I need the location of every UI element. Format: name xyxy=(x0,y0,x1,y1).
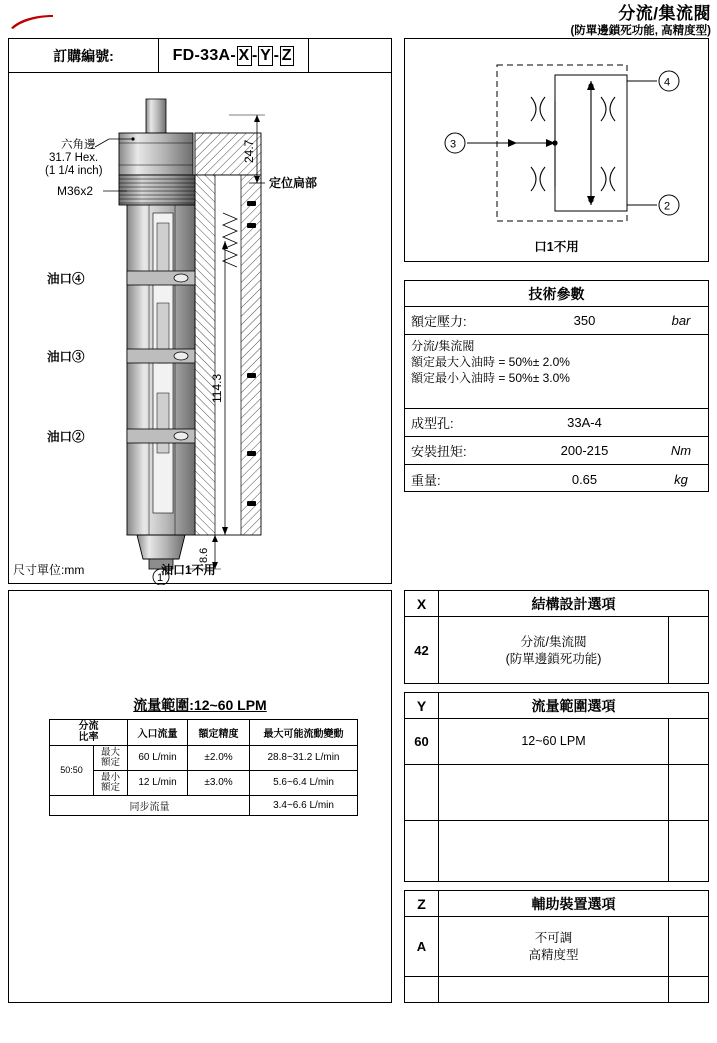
drawing-label-thread: M36x2 xyxy=(57,184,94,198)
option-x-row-blank xyxy=(668,617,708,684)
order-code-z: Z xyxy=(281,46,292,64)
tech-label-weight: 重量: xyxy=(411,472,441,488)
tech-value-weight: 0.65 xyxy=(571,471,598,487)
page-title-main: 分流/集流閥 xyxy=(618,4,711,23)
option-z-key: Z xyxy=(405,891,439,916)
option-y-row-desc: 12~60 LPM xyxy=(521,734,586,749)
option-z-row-key: A xyxy=(405,917,439,976)
tech-value-torque: 200-215 xyxy=(560,443,609,458)
cell-sync-label: 同步流量 xyxy=(50,795,250,815)
logo-mark-icon xyxy=(10,14,54,30)
tech-unit-torque: Nm xyxy=(670,443,692,458)
option-y-row3-key xyxy=(405,821,439,882)
table-row xyxy=(50,770,358,795)
flow-range-table xyxy=(49,719,358,816)
option-y-key: Y xyxy=(405,693,439,718)
th-accuracy: 額定精度 xyxy=(188,720,250,746)
order-code-x: X xyxy=(238,46,250,64)
table-row xyxy=(50,746,358,771)
drawing-dim-8-6: 8.6 xyxy=(198,547,210,563)
cartridge-cross-section-drawing xyxy=(9,73,391,585)
tech-row-cavity xyxy=(405,409,708,437)
option-x-key: X xyxy=(405,591,439,616)
th-ratio xyxy=(50,720,128,746)
option-z-row2-blank xyxy=(668,977,708,1003)
table-header-row xyxy=(50,720,358,746)
table-row xyxy=(405,917,708,977)
cell-max-rated xyxy=(94,746,128,771)
option-x-row-desc xyxy=(439,617,668,684)
page-title-sub: (防單邊鎖死功能, 高精度型) xyxy=(570,24,711,37)
order-code-row xyxy=(9,39,391,73)
drawing-dim-114-3: 114.3 xyxy=(210,373,224,403)
tech-row-torque xyxy=(405,437,708,465)
option-y-row-blank xyxy=(668,719,708,764)
cell-min-rated-line2: 額定 xyxy=(100,781,120,793)
tech-accuracy-block xyxy=(405,335,708,409)
cell-acc-min: ±3.0% xyxy=(188,770,250,795)
dimension-unit-note: 尺寸單位:mm xyxy=(13,563,85,577)
tech-label-pressure: 額定壓力: xyxy=(411,314,467,329)
option-z-desc-line1: 不可調 xyxy=(534,931,573,946)
table-row xyxy=(405,977,708,1003)
tech-label-cavity: 成型孔: xyxy=(411,416,454,431)
option-x-desc-line1: 分流/集流閥 xyxy=(520,635,587,650)
technical-parameters-heading: 技術參數 xyxy=(405,281,708,307)
hydraulic-symbol-diagram xyxy=(405,39,708,261)
tech-row-pressure xyxy=(405,307,708,335)
option-x-header xyxy=(405,591,708,617)
cell-max-rated-line1: 最大 xyxy=(100,747,120,758)
tech-unit-weight: kg xyxy=(674,471,688,487)
page-title xyxy=(570,4,711,38)
order-code-dash2: - xyxy=(273,46,280,64)
cell-max-rated-line2: 額定 xyxy=(100,756,120,768)
tech-value-cavity: 33A-4 xyxy=(567,415,602,430)
drawing-label-port4: 油口④ xyxy=(47,272,85,286)
option-table-y xyxy=(404,692,709,882)
drawing-label-hex-line1: 六角邊 xyxy=(61,139,96,151)
drawing-label-port3: 油口③ xyxy=(47,350,85,364)
th-inlet: 入口流量 xyxy=(128,720,188,746)
option-z-row2-desc xyxy=(439,977,668,1003)
tech-value-pressure: 350 xyxy=(573,313,596,328)
technical-parameters-panel xyxy=(404,280,709,492)
tech-row-weight xyxy=(405,465,708,493)
table-row xyxy=(405,617,708,684)
port1-unused-note: 油口1不用 xyxy=(161,563,216,577)
order-code-blank xyxy=(309,39,391,72)
cell-min-rated-line1: 最小 xyxy=(100,771,120,783)
symbol-port3-label: 3 xyxy=(450,138,457,151)
flow-range-title: 流量範圍:12~60 LPM xyxy=(133,697,267,713)
drawing-label-hex-line3: (1 1/4 inch) xyxy=(45,165,103,177)
symbol-port2-label: 2 xyxy=(664,200,671,213)
option-x-desc-line2: (防單邊鎖死功能) xyxy=(505,651,602,666)
order-code-dash1: - xyxy=(252,46,258,64)
table-row xyxy=(405,765,708,821)
tech-unit-pressure: bar xyxy=(671,313,691,328)
option-y-row-key: 60 xyxy=(405,719,439,764)
cell-ratio-value: 50:50 xyxy=(50,746,94,796)
cell-inlet-min: 12 L/min xyxy=(128,770,188,795)
option-y-row3-blank xyxy=(668,821,708,882)
option-y-header xyxy=(405,693,708,719)
cell-min-rated xyxy=(94,770,128,795)
tech-accuracy-line3: 額定最小入油時 = 50%± 3.0% xyxy=(411,371,570,386)
option-x-title: 結構設計選項 xyxy=(531,595,616,612)
order-code-label: 訂購編號: xyxy=(9,39,159,72)
option-y-row2-blank xyxy=(668,765,708,820)
cell-sync-value: 3.4~6.6 L/min xyxy=(250,795,358,815)
option-z-row-desc xyxy=(439,917,668,976)
option-z-row2-key xyxy=(405,977,439,1003)
option-z-header xyxy=(405,891,708,917)
flow-range-panel xyxy=(8,590,392,1003)
option-table-x xyxy=(404,590,709,684)
option-y-row3-desc xyxy=(439,821,668,882)
th-ratio-line1: 分流 xyxy=(78,721,99,732)
th-ratio-line2: 比率 xyxy=(78,731,99,743)
option-y-row2-desc xyxy=(439,765,668,820)
drawing-panel xyxy=(8,38,392,584)
order-code-value xyxy=(159,39,309,72)
table-row xyxy=(405,821,708,882)
drawing-label-hex-line2: 31.7 Hex. xyxy=(49,152,99,164)
option-y-row2-key xyxy=(405,765,439,820)
tech-accuracy-line1: 分流/集流閥 xyxy=(411,339,475,353)
cell-var-max: 28.8~31.2 L/min xyxy=(250,746,358,771)
drawing-label-port1: 1 xyxy=(157,572,164,584)
option-z-title: 輔助裝置選項 xyxy=(531,895,616,912)
option-z-row-blank xyxy=(668,917,708,976)
drawing-label-port2: 油口② xyxy=(47,430,85,444)
drawing-label-detent: 定位扃部 xyxy=(269,176,318,190)
order-code-prefix: FD-33A- xyxy=(172,46,237,64)
option-x-row-key: 42 xyxy=(405,617,439,684)
cell-var-min: 5.6~6.4 L/min xyxy=(250,770,358,795)
table-row xyxy=(50,795,358,815)
option-table-z xyxy=(404,890,709,1003)
cell-inlet-max: 60 L/min xyxy=(128,746,188,771)
cell-acc-max: ±2.0% xyxy=(188,746,250,771)
symbol-port4-label: 4 xyxy=(664,76,671,89)
tech-accuracy-line2: 額定最大入油時 = 50%± 2.0% xyxy=(411,355,570,370)
hydraulic-symbol-panel xyxy=(404,38,709,262)
drawing-dim-24-7: 24.7 xyxy=(242,139,256,163)
tech-label-torque: 安裝扭矩: xyxy=(411,444,467,459)
th-variation: 最大可能流動變動 xyxy=(250,720,358,746)
option-y-title: 流量範圍選項 xyxy=(531,697,616,714)
order-code-y: Y xyxy=(260,46,272,64)
symbol-note: 口1不用 xyxy=(534,240,579,254)
option-z-desc-line2: 高精度型 xyxy=(528,947,579,962)
table-row xyxy=(405,719,708,765)
